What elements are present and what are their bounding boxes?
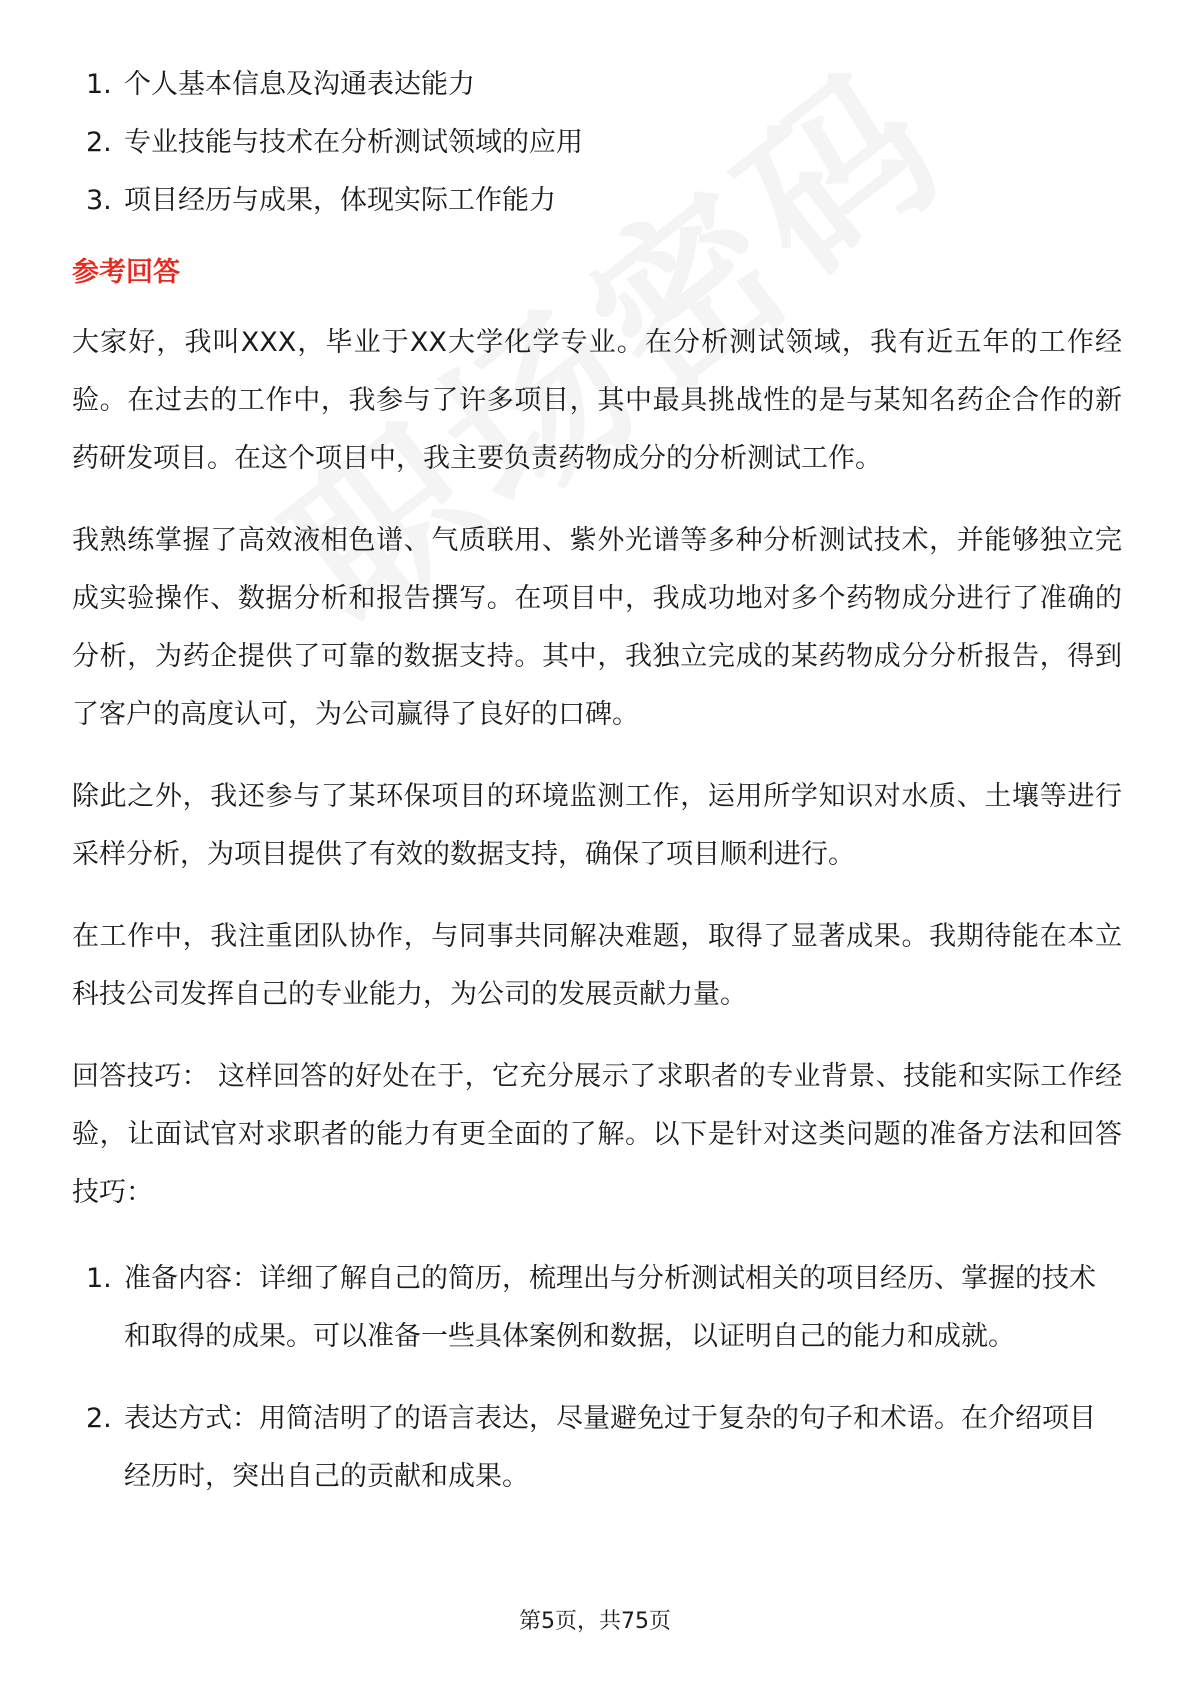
list-number: 2. bbox=[86, 1403, 112, 1434]
list-item-text: 准备内容：详细了解自己的简历，梳理出与分析测试相关的项目经历、掌握的技术和取得的成果。可以准备一些具体案例和数据，以证明自己的能力和成就。 bbox=[124, 1263, 1096, 1352]
page-footer: 第5页，共75页 bbox=[519, 1609, 671, 1634]
list-number: 1. bbox=[86, 69, 112, 100]
list-item bbox=[72, 56, 1122, 114]
answer-paragraph: 我熟练掌握了高效液相色谱、气质联用、紫外光谱等多种分析测试技术，并能够独立完成实验操作、数据分析和报告撰写。在项目中，我成功地对多个药物成分进行了准确的分析，为药企提供了可靠的数据支持。其中，我独立完成的某药物成分分析报告，得到了客户的高度认可，为公司赢得了良好的口碑。 bbox=[72, 525, 1122, 730]
list-item bbox=[72, 1250, 1122, 1366]
list-number: 2. bbox=[86, 127, 112, 158]
tips-list bbox=[72, 1250, 1122, 1506]
section-title: 参考回答 bbox=[72, 257, 180, 288]
list-item bbox=[72, 172, 1122, 230]
list-item-text: 表达方式：用简洁明了的语言表达，尽量避免过于复杂的句子和术语。在介绍项目经历时，突出自己的贡献和成果。 bbox=[124, 1403, 1096, 1492]
list-item bbox=[72, 114, 1122, 172]
list-number: 1. bbox=[86, 1263, 112, 1294]
answer-paragraph: 除此之外，我还参与了某环保项目的环境监测工作，运用所学知识对水质、土壤等进行采样分析，为项目提供了有效的数据支持，确保了项目顺利进行。 bbox=[72, 781, 1122, 870]
page-content bbox=[72, 56, 1122, 1506]
intro-list bbox=[72, 56, 1122, 230]
answer-paragraph: 大家好，我叫XXX，毕业于XX大学化学专业。在分析测试领域，我有近五年的工作经验。在过去的工作中，我参与了许多项目，其中最具挑战性的是与某知名药企合作的新药研发项目。在这个项目中，我主要负责药物成分的分析测试工作。 bbox=[72, 327, 1122, 474]
tips-paragraph: 回答技巧： 这样回答的好处在于，它充分展示了求职者的专业背景、技能和实际工作经验，让面试官对求职者的能力有更全面的了解。以下是针对这类问题的准备方法和回答技巧： bbox=[72, 1061, 1122, 1208]
list-number: 3. bbox=[86, 185, 112, 216]
list-item-text: 项目经历与成果，体现实际工作能力 bbox=[124, 185, 556, 216]
list-item bbox=[72, 1390, 1122, 1506]
answer-paragraph: 在工作中，我注重团队协作，与同事共同解决难题，取得了显著成果。我期待能在本立科技公司发挥自己的专业能力，为公司的发展贡献力量。 bbox=[72, 921, 1122, 1010]
list-item-text: 个人基本信息及沟通表达能力 bbox=[124, 69, 475, 100]
list-item-text: 专业技能与技术在分析测试领域的应用 bbox=[124, 127, 583, 158]
